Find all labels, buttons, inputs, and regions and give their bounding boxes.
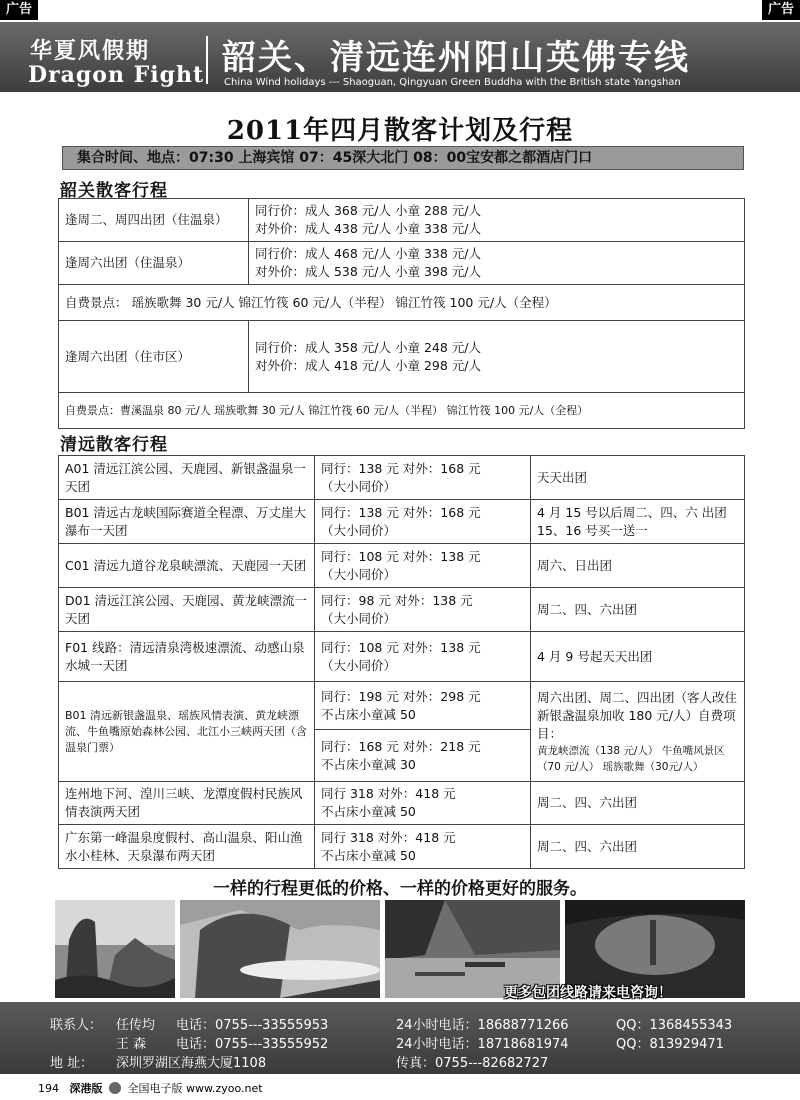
price-cell: 同行价：成人 358 元/人 小童 248 元/人 对外价：成人 418 元/人 小童 298 元/人 (249, 321, 745, 393)
header-banner (0, 22, 800, 92)
contact-phone-1: 电话：0755---33555953 (176, 1018, 329, 1033)
price-cell: 同行 318 对外：418 元 不占床小童减 50 (315, 782, 531, 825)
photo-mountain-mist (180, 900, 380, 998)
plan-title: 2011年四月散客计划及行程 (226, 116, 574, 146)
table-row (59, 544, 745, 588)
table-row (59, 321, 745, 393)
contact-person-1: 任传均 (116, 1018, 156, 1033)
brand-name-cn: 华夏风假期 (30, 39, 151, 64)
contact-qq-2: QQ：813929471 (616, 1037, 724, 1052)
price-cell: 同行：138 元 对外：168 元 （大小同价） (315, 500, 531, 544)
schedule-cell: 周二、四、六出团 (531, 588, 745, 632)
tour-cell: 逢周六出团（住市区） (59, 321, 249, 393)
shaoguan-table (58, 198, 745, 429)
route-cell: B01 清远古龙峡国际赛道全程漂、万丈崖大瀑布一天团 (59, 500, 315, 544)
address-label: 地 址： (50, 1056, 94, 1071)
photo-rock-peaks (55, 900, 175, 998)
header-divider (206, 36, 208, 84)
price-cell: 同行：138 元 对外：168 元 （大小同价） (315, 456, 531, 500)
price-cell: 同行 318 对外：418 元 不占床小童减 50 (315, 825, 531, 869)
route-cell: F01 线路：清远清泉湾极速漂流、动感山泉水城一天团 (59, 632, 315, 682)
route-cell: D01 清远江滨公园、天鹿园、黄龙峡漂流一天团 (59, 588, 315, 632)
table-row (59, 199, 745, 242)
price-cell: 同行：108 元 对外：138 元 （大小同价） (315, 632, 531, 682)
route-cell: A01 清远江滨公园、天鹿园、新银盏温泉一天团 (59, 456, 315, 500)
table-row (59, 242, 745, 285)
ad-tag-right: 广告 (762, 0, 800, 20)
edition-label: 深港版 (69, 1082, 103, 1095)
qingyuan-table (58, 455, 745, 869)
price-cell: 同行价：成人 468 元/人 小童 338 元/人 对外价：成人 538 元/人 小童 398 元/人 (249, 242, 745, 285)
contact-person-2: 王 森 (116, 1037, 147, 1052)
table-row (59, 782, 745, 825)
brand-name-en: Dragon Fight (28, 62, 205, 88)
route-cell: 连州地下河、湟川三峡、龙潭度假村民族风情表演两天团 (59, 782, 315, 825)
contact-hotline-1: 24小时电话：18688771266 (396, 1018, 569, 1033)
table-row (59, 393, 745, 429)
schedule-cell: 周六、日出团 (531, 544, 745, 588)
qingyuan-section-title: 清远散客行程 (60, 435, 168, 455)
fax: 传真：0755---82682727 (396, 1056, 549, 1071)
header-title: 韶关、清远连州阳山英佛专线 (222, 38, 690, 78)
self-pay-cell: 自费景点：曹溪温泉 80 元/人 瑶族歌舞 30 元/人 锦江竹筏 60 元/人（半程） 锦江竹筏 100 元/人（全程） (59, 393, 745, 429)
schedule-cell: 4 月 9 号起天天出团 (531, 632, 745, 682)
table-row (59, 500, 745, 544)
table-row (59, 285, 745, 321)
contact-label: 联系人： (50, 1018, 103, 1033)
self-pay-cell: 自费景点： 瑶族歌舞 30 元/人 锦江竹筏 60 元/人（半程） 锦江竹筏 100 元/人（全程） (59, 285, 745, 321)
slogan: 一样的行程更低的价格、一样的价格更好的服务。 (213, 879, 587, 899)
schedule-cell: 周二、四、六出团 (531, 825, 745, 869)
page-footer (38, 1080, 263, 1096)
table-row (59, 682, 745, 730)
price-cell: 同行：198 元 对外：298 元 不占床小童减 50 (315, 682, 531, 730)
page-number: 194 (38, 1082, 59, 1095)
route-cell: C01 清远九道谷龙泉峡漂流、天鹿园一天团 (59, 544, 315, 588)
schedule-cell: 周二、四、六出团 (531, 782, 745, 825)
schedule-cell: 4 月 15 号以后周二、四、六 出团 15、16 号买一送一 (531, 500, 745, 544)
tour-cell: 逢周二、周四出团（住温泉） (59, 199, 249, 242)
price-cell: 同行价：成人 368 元/人 小童 288 元/人 对外价：成人 438 元/人 小童 338 元/人 (249, 199, 745, 242)
contact-panel (0, 1002, 800, 1074)
cta-more-routes: 更多包团线路请来电咨询！ (504, 985, 672, 1001)
website-link[interactable]: 全国电子版 www.zyoo.net (127, 1082, 263, 1095)
route-cell: B01 清远新银盏温泉、瑶族风情表演、黄龙峡漂流、牛鱼嘴原始森林公园、北江小三峡两天团（含温泉门票） (59, 682, 315, 782)
tour-cell: 逢周六出团（住温泉） (59, 242, 249, 285)
meeting-info-bar: 集合时间、地点：07:30 上海宾馆 07：45深大北门 08：00宝安都之都酒店门口 (62, 146, 744, 170)
table-row (59, 632, 745, 682)
table-row (59, 825, 745, 869)
publisher-logo-icon (109, 1082, 121, 1094)
ad-tag-left: 广告 (0, 0, 38, 20)
contact-phone-2: 电话：0755---33555952 (176, 1037, 329, 1052)
schedule-cell: 周六出团、周二、四出团（客人改住新银盏温泉加收 180 元/人）自费项目： 黄龙峡漂流（138 元/人） 牛鱼嘴风景区（70 元/人） 瑶族歌舞（30元/人） (531, 682, 745, 782)
price-cell: 同行：108 元 对外：138 元 （大小同价） (315, 544, 531, 588)
header-subtitle: China Wind holidays --- Shaoguan, Qingyuan Green Buddha with the British state Yangshan (224, 77, 681, 88)
route-cell: 广东第一峰温泉度假村、高山温泉、阳山渔水小桂林、天泉瀑布两天团 (59, 825, 315, 869)
table-row (59, 456, 745, 500)
contact-qq-1: QQ：1368455343 (616, 1018, 733, 1033)
shaoguan-section-title: 韶关散客行程 (60, 181, 168, 201)
schedule-cell: 天天出团 (531, 456, 745, 500)
contact-hotline-2: 24小时电话：18718681974 (396, 1037, 569, 1052)
address: 深圳罗湖区海燕大厦1108 (116, 1056, 267, 1071)
price-cell: 同行：98 元 对外：138 元 （大小同价） (315, 588, 531, 632)
price-cell: 同行：168 元 对外：218 元 不占床小童减 30 (315, 730, 531, 782)
table-row (59, 588, 745, 632)
